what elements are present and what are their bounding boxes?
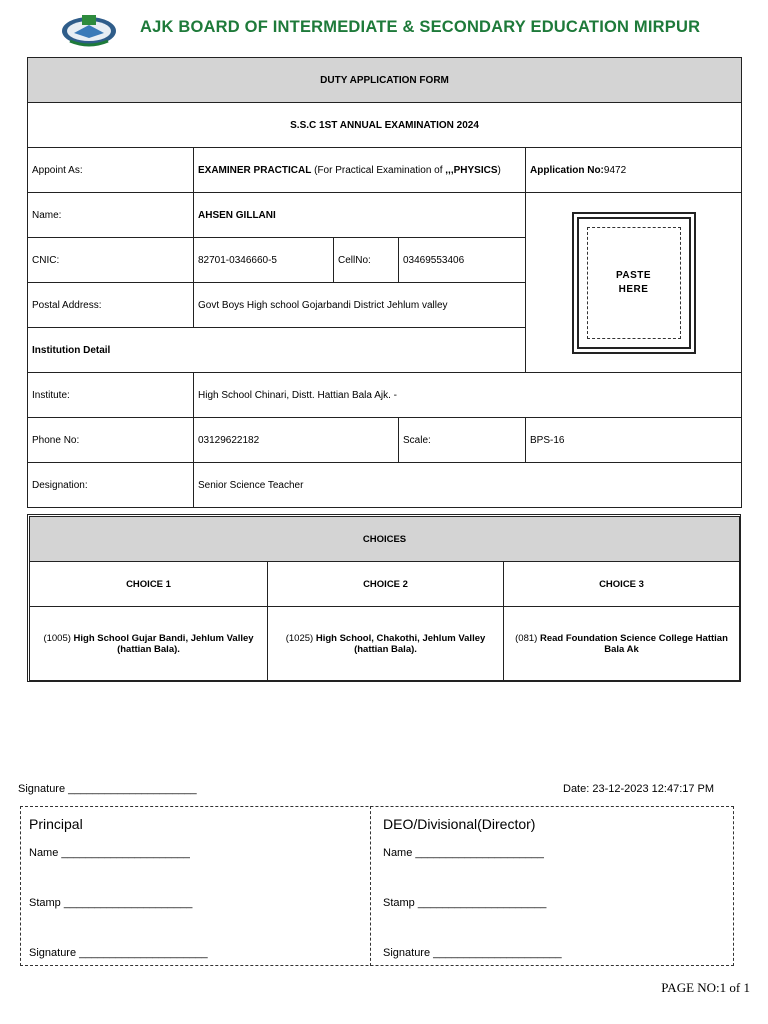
appoint-detail-prefix: (For Practical Examination of — [311, 164, 446, 176]
appoint-role: EXAMINER PRACTICAL — [198, 164, 312, 176]
cell-label: CellNo: — [334, 238, 399, 283]
page-number: PAGE NO:1 of 1 — [661, 980, 750, 995]
designation-value: Senior Science Teacher — [194, 463, 742, 508]
choice-2-value — [268, 607, 504, 681]
phone-value: 03129622182 — [194, 418, 399, 463]
cnic-label: CNIC: — [28, 238, 194, 283]
phone-label: Phone No: — [28, 418, 194, 463]
name-label: Name: — [28, 193, 194, 238]
photo-placeholder — [587, 227, 681, 339]
scale-value: BPS-16 — [526, 418, 742, 463]
choice-3-label: CHOICE 3 — [504, 562, 740, 607]
approval-divider — [370, 806, 371, 966]
photo-frame — [572, 212, 696, 354]
choice-2-school: High School, Chakothi, Jehlum Valley (hattian Bala). — [315, 632, 486, 655]
principal-stamp: Stamp _____________________ — [29, 897, 193, 909]
address-label: Postal Address: — [28, 283, 194, 328]
designation-label: Designation: — [28, 463, 194, 508]
institute-label: Institute: — [28, 373, 194, 418]
choice-1-school: High School Gujar Bandi, Jehlum Valley (hattian Bala). — [73, 632, 254, 655]
cnic-value: 82701-0346660-5 — [194, 238, 334, 283]
appoint-label: Appoint As: — [28, 148, 194, 193]
choice-2-label: CHOICE 2 — [268, 562, 504, 607]
choice-1-label: CHOICE 1 — [30, 562, 268, 607]
application-no — [526, 148, 742, 193]
choice-1-value — [30, 607, 268, 681]
deo-name: Name _____________________ — [383, 847, 544, 859]
scale-label: Scale: — [399, 418, 526, 463]
choices-table — [29, 516, 740, 681]
board-logo-icon — [60, 11, 118, 47]
choices-heading: CHOICES — [30, 517, 740, 562]
photo-text-line2: HERE — [618, 283, 649, 295]
choice-3-code: (081) — [515, 632, 540, 644]
principal-title: Principal — [29, 816, 83, 832]
appoint-value — [194, 148, 526, 193]
form-title: DUTY APPLICATION FORM — [28, 58, 742, 103]
application-no-value: 9472 — [603, 164, 627, 176]
appoint-subject: ,,,PHYSICS — [445, 164, 498, 176]
deo-stamp: Stamp _____________________ — [383, 897, 547, 909]
name-value: AHSEN GILLANI — [194, 193, 526, 238]
principal-name: Name _____________________ — [29, 847, 190, 859]
exam-title: S.S.C 1ST ANNUAL EXAMINATION 2024 — [28, 103, 742, 148]
approval-box — [20, 806, 734, 966]
board-title: AJK BOARD OF INTERMEDIATE & SECONDARY EDUCATION MIRPUR — [140, 18, 701, 36]
choice-3-school: Read Foundation Science College Hattian Bala Ak — [539, 632, 728, 655]
application-date: Date: 23-12-2023 12:47:17 PM — [563, 783, 715, 795]
applicant-signature: Signature _____________________ — [18, 783, 197, 795]
institution-heading: Institution Detail — [28, 328, 526, 373]
choice-3-value — [504, 607, 740, 681]
principal-signature: Signature _____________________ — [29, 947, 208, 959]
choice-2-code: (1025) — [285, 632, 316, 644]
appoint-detail-suffix: ) — [497, 164, 501, 176]
photo-cell — [526, 193, 742, 373]
address-value: Govt Boys High school Gojarbandi District Jehlum valley — [194, 283, 526, 328]
photo-text-line1: PASTE — [615, 269, 652, 281]
page-header — [0, 8, 768, 50]
application-form-table — [27, 57, 742, 508]
institute-value: High School Chinari, Distt. Hattian Bala Ajk. - — [194, 373, 742, 418]
application-no-label: Application No: — [530, 164, 604, 176]
deo-signature: Signature _____________________ — [383, 947, 562, 959]
deo-title: DEO/Divisional(Director) — [383, 816, 536, 832]
choice-1-code: (1005) — [43, 632, 74, 644]
cell-value: 03469553406 — [399, 238, 526, 283]
